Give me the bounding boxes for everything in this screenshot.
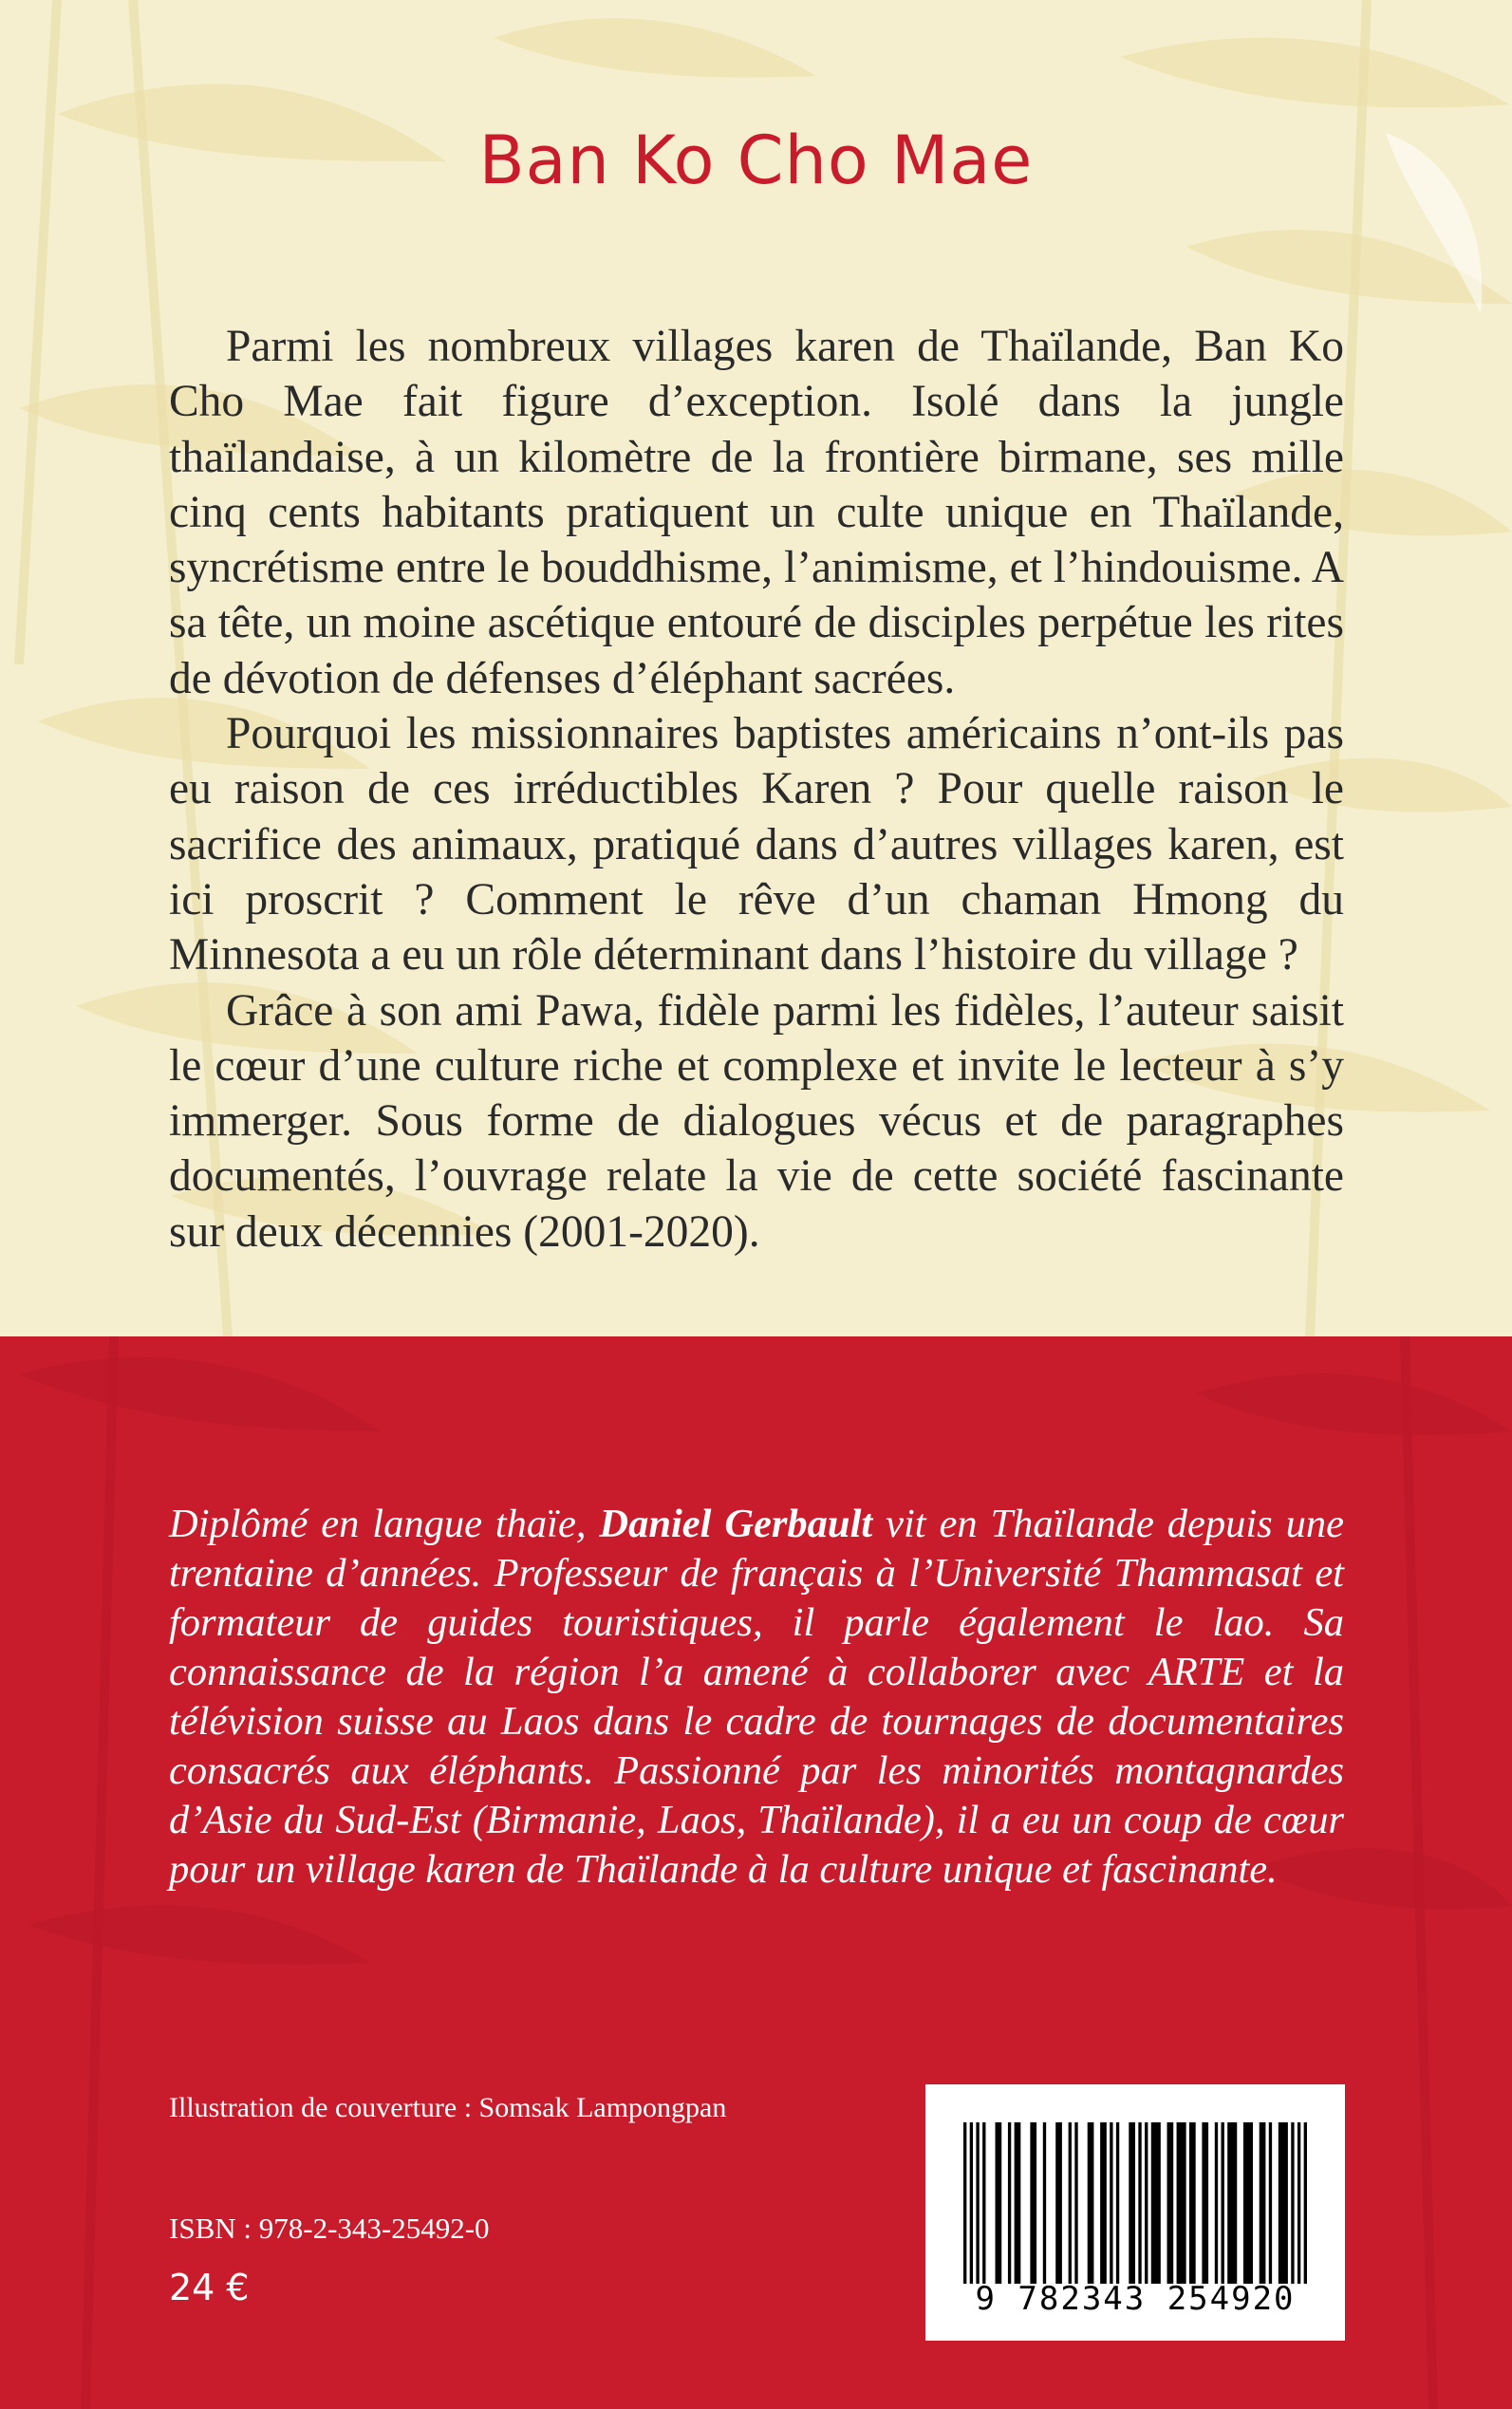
barcode-bar — [1202, 2122, 1208, 2284]
barcode-bar — [1215, 2122, 1218, 2284]
barcode-bar — [1138, 2122, 1141, 2284]
barcode-bar — [1167, 2122, 1174, 2284]
barcode-bar — [1222, 2122, 1224, 2284]
barcode-digits: 9 782343 254920 — [975, 2280, 1296, 2318]
barcode-bar — [1227, 2122, 1237, 2284]
barcode-bar — [976, 2122, 979, 2284]
barcode-bar — [1269, 2122, 1272, 2284]
barcode-bar — [996, 2122, 1002, 2284]
barcode-bar — [1279, 2122, 1288, 2284]
barcode-bar — [1297, 2122, 1300, 2284]
barcode-bar — [1069, 2122, 1072, 2284]
synopsis-paragraph-3: Grâce à son ami Pawa, fidèle parmi les fidèles, l’auteur saisit le cœur d’une culture riche et complexe et invite le lecteur à s’y immerger. Sous forme de dialogues vécus et de paragraphes documentés, l’ouvrage relate la vie de cette société fascinante sur deux décennies (2001-2020). — [169, 985, 1344, 1257]
barcode-bar — [1043, 2122, 1046, 2284]
barcode-bars — [963, 2122, 1307, 2284]
barcode — [925, 2084, 1345, 2341]
synopsis-paragraph-1: Parmi les nombreux villages karen de Thaïlande, Ban Ko Cho Mae fait figure d’exception. Isolé dans la jungle thaïlandaise, à un kilomètre de la frontière birmane, ses mille cinq cents habitants pratiquent un culte unique en Thaïlande, syncrétisme entre le bouddhisme, l’animisme, et l’hindouisme. A sa tête, un moine ascétique entouré de disciples perpétue les rites de dévotion de défenses d’éléphant sacrées. — [169, 322, 1344, 703]
barcode-bar — [970, 2122, 973, 2284]
price-label: 24 € — [169, 2267, 250, 2308]
barcode-bar — [1055, 2122, 1062, 2284]
barcode-bar — [1008, 2122, 1011, 2284]
cover-illustration-credit: Illustration de couverture : Somsak Lampongpan — [169, 2092, 727, 2123]
barcode-bar — [1129, 2122, 1135, 2284]
barcode-bar — [1151, 2122, 1161, 2284]
barcode-bar — [1116, 2122, 1119, 2284]
bio-body: vit en Thaïlande depuis une trentaine d’années. Professeur de français à l’Université Thammasat et formateur de guides touristiques, il parle également le lao. Sa connaissance de la région l’a amené à collaborer avec ARTE et la télévision suisse au Laos dans le cadre de tournages de documentaires consacrés aux éléphants. Passionné par les minorités montagnardes d’Asie du Sud-Est (Birmanie, Laos, Thaïlande), il a eu un coup de cœur pour un village karen de Thaïlande à la culture unique et fascinante. — [169, 1502, 1344, 1892]
book-title: Ban Ko Cho Mae — [478, 121, 1034, 199]
barcode-bar — [1110, 2122, 1112, 2284]
barcode-bar — [1304, 2122, 1307, 2284]
bio-intro: Diplômé en langue thaïe, — [169, 1502, 600, 1546]
author-panel — [0, 1336, 1512, 2409]
barcode-bar — [1015, 2122, 1021, 2284]
author-name: Daniel Gerbault — [599, 1502, 873, 1546]
barcode-bar — [1260, 2122, 1266, 2284]
isbn-label: ISBN : 978-2-343-25492-0 — [169, 2212, 490, 2245]
barcode-bar — [1145, 2122, 1148, 2284]
barcode-bar — [963, 2122, 966, 2284]
author-biography — [169, 1500, 1344, 1895]
barcode-bar — [1291, 2122, 1294, 2284]
barcode-bar — [982, 2122, 985, 2284]
barcode-bar — [1100, 2122, 1107, 2284]
barcode-bar — [1243, 2122, 1253, 2284]
synopsis-paragraph-2: Pourquoi les missionnaires baptistes américains n’ont-ils pas eu raison de ces irréductibles Karen ? Pour quelle raison le sacrifice des animaux, pratiqué dans d’autres villages karen, est ici proscrit ? Comment le rêve d’un chaman Hmong du Minnesota a eu un rôle déterminant dans l’histoire du village ? — [169, 709, 1344, 980]
barcode-bar — [1189, 2122, 1196, 2284]
barcode-bar — [1074, 2122, 1077, 2284]
synopsis-text — [169, 319, 1344, 1260]
barcode-bar — [1088, 2122, 1094, 2284]
barcode-bar — [1030, 2122, 1036, 2284]
barcode-bar — [1177, 2122, 1186, 2284]
